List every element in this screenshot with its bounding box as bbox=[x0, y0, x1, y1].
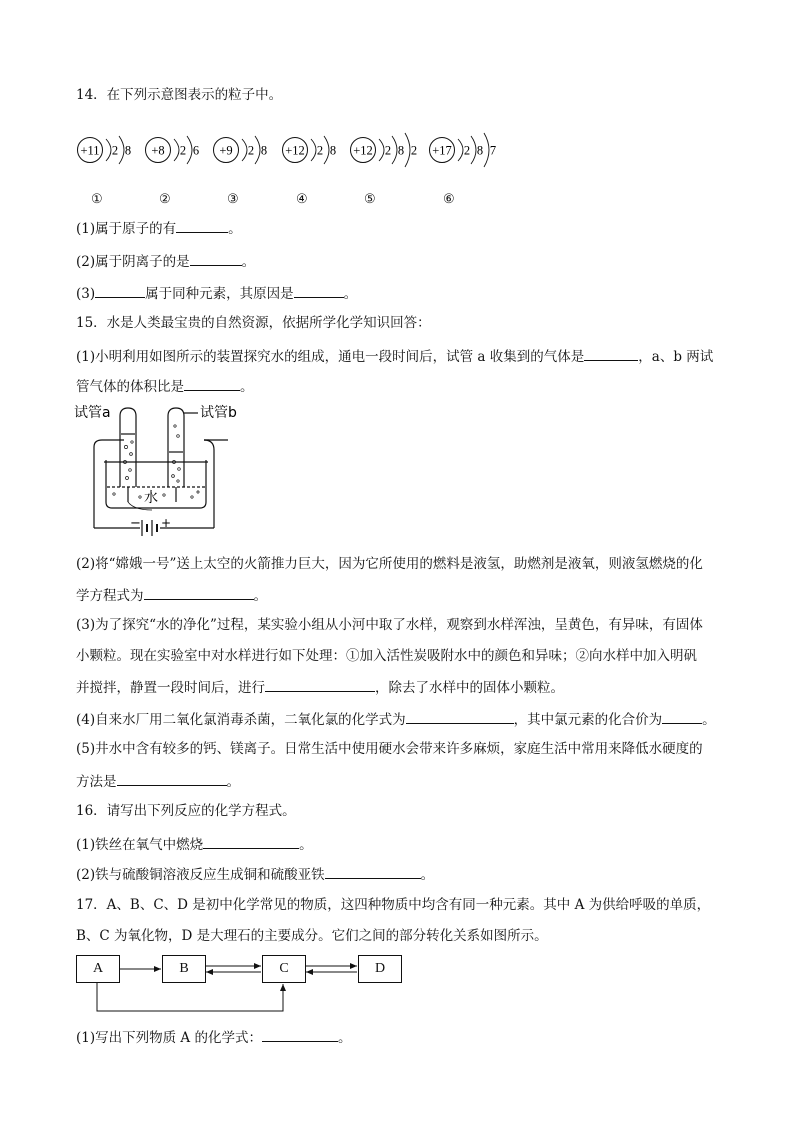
electrolysis-apparatus-figure bbox=[74, 402, 274, 538]
shell-electron-count: 2 bbox=[247, 143, 255, 158]
q14-sub3-text: 属于同种元素，其原因是 bbox=[145, 286, 294, 302]
q14-sub1-end: 。 bbox=[228, 221, 242, 237]
nucleus-charge: +9 bbox=[219, 143, 233, 158]
shell-electron-count: 8 bbox=[397, 143, 405, 158]
shell-electron-count: 2 bbox=[111, 143, 119, 158]
q16-s2 bbox=[76, 864, 434, 884]
shell-electron-count: 2 bbox=[316, 143, 324, 158]
electron-shell-arc bbox=[392, 136, 397, 164]
electron-shell-arc bbox=[174, 139, 179, 161]
particle-number-label: ③ bbox=[227, 192, 239, 207]
particle-number-label: ② bbox=[159, 192, 171, 207]
q15-p2-end: 。 bbox=[253, 588, 267, 604]
shell-electron-count: 2 bbox=[463, 143, 471, 158]
q15-p5-blank[interactable] bbox=[117, 771, 227, 786]
electron-shell-arc bbox=[471, 136, 476, 164]
q17-relation-arrows bbox=[70, 950, 410, 1020]
water-label: 水 bbox=[144, 490, 158, 506]
q15-p4-end: 。 bbox=[702, 712, 716, 728]
q15-p3-line1: (3)为了探究“水的净化”过程，某实验小组从小河中取了水样，观察到水样浑浊，呈黄色，有异味，有固体 bbox=[76, 617, 703, 633]
q15-p4-blank1[interactable] bbox=[406, 709, 514, 724]
shell-electron-count: 2 bbox=[410, 143, 418, 158]
q15-p5-line2 bbox=[76, 771, 240, 791]
q16-s1-blank[interactable] bbox=[203, 834, 299, 849]
q14-sub2-text: (2)属于阴离子的是 bbox=[76, 254, 190, 270]
shell-electron-count: 8 bbox=[260, 143, 268, 158]
q15-p2-text: 学方程式为 bbox=[76, 588, 144, 604]
tube-a-label: 试管a bbox=[74, 405, 111, 421]
q15-p3-line2: 小颗粒。现在实验室中对水样进行如下处理：①加入活性炭吸附水中的颜色和异味；②向水样中加入明矾 bbox=[76, 648, 697, 664]
q15-p3-line3 bbox=[76, 677, 564, 697]
particle-number-label: ① bbox=[91, 192, 103, 207]
q15-p3-blank[interactable] bbox=[265, 677, 375, 692]
shell-electron-count: 8 bbox=[124, 143, 132, 158]
q14-sub3-label: (3) bbox=[76, 286, 96, 302]
q15-p1-text2: ，a、b 两试 bbox=[638, 349, 714, 365]
q15-stem: 15．水是人类最宝贵的自然资源，依据所学化学知识回答： bbox=[76, 315, 431, 331]
q16-s1-text: (1)铁丝在氧气中燃烧 bbox=[76, 837, 204, 853]
q17-s1-end: 。 bbox=[337, 1030, 352, 1046]
electron-shell-arc bbox=[324, 136, 329, 164]
q17-stem-line2: B、C 为氧化物，D 是大理石的主要成分。它们之间的部分转化关系如图所示。 bbox=[76, 928, 548, 944]
q15-p1-blank1[interactable] bbox=[584, 346, 638, 361]
nucleus-charge: +17 bbox=[432, 143, 452, 158]
q14-sub3-end: 。 bbox=[343, 286, 358, 302]
electron-shell-arc bbox=[187, 136, 192, 164]
shell-electron-count: 8 bbox=[329, 143, 337, 158]
q14-sub2-end: 。 bbox=[241, 254, 256, 270]
q16-s2-end: 。 bbox=[420, 867, 435, 883]
q15-p2-line1: (2)将“嫦娥一号”送上太空的火箭推力巨大，因为它所使用的燃料是液氢，助燃剂是液氧，则液氢燃烧的化 bbox=[76, 556, 703, 572]
q14-sub2 bbox=[76, 251, 255, 271]
q16-s2-text: (2)铁与硫酸铜溶液反应生成铜和硫酸亚铁 bbox=[76, 867, 325, 883]
particle-number-label: ⑤ bbox=[364, 192, 376, 207]
nucleus-charge: +11 bbox=[80, 143, 100, 158]
q16-s1-end: 。 bbox=[299, 837, 313, 853]
electron-shell-arc bbox=[458, 139, 463, 161]
q14-sub1-blank[interactable] bbox=[176, 218, 228, 233]
battery-minus-label: − bbox=[130, 516, 141, 531]
q15-p5-line1: (5)井水中含有较多的钙、镁离子。日常生活中使用硬水会带来许多麻烦，家庭生活中常用来降低水硬度的 bbox=[76, 741, 703, 757]
q14-sub1 bbox=[76, 218, 242, 238]
q15-p4 bbox=[76, 709, 716, 729]
electron-shell-arc bbox=[242, 139, 247, 161]
q15-p1-text3: 管气体的体积比是 bbox=[76, 379, 184, 395]
particle-diagram bbox=[349, 130, 427, 174]
electron-shell-arc bbox=[119, 136, 124, 164]
q15-p3-end: ，除去了水样中的固体小颗粒。 bbox=[375, 680, 564, 696]
q17-s1 bbox=[76, 1027, 351, 1047]
q15-p4-text: (4)自来水厂用二氧化氯消毒杀菌，二氧化氯的化学式为 bbox=[76, 712, 406, 728]
q14-sub2-blank[interactable] bbox=[190, 251, 242, 266]
box-c: C bbox=[262, 955, 306, 983]
particle-diagram bbox=[428, 130, 506, 174]
q16-s2-blank[interactable] bbox=[325, 864, 421, 879]
q15-p2-blank[interactable] bbox=[144, 585, 254, 600]
q15-p1-text: (1)小明利用如图所示的装置探究水的组成，通电一段时间后，试管 a 收集到的气体是 bbox=[76, 349, 585, 365]
q15-p4-blank2[interactable] bbox=[662, 709, 702, 724]
shell-electron-count: 8 bbox=[476, 143, 484, 158]
q14-sub3-blank1[interactable] bbox=[95, 283, 145, 298]
box-d: D bbox=[358, 955, 402, 983]
battery-plus-label: + bbox=[161, 516, 172, 530]
q15-p1-blank2[interactable] bbox=[184, 376, 240, 391]
q15-p2-line2 bbox=[76, 585, 267, 605]
particle-diagram bbox=[144, 130, 208, 174]
shell-electron-count: 7 bbox=[489, 143, 497, 158]
electron-shell-arc bbox=[484, 133, 489, 167]
particle-diagram bbox=[281, 130, 345, 174]
shell-electron-count: 6 bbox=[192, 143, 200, 158]
q16-s1 bbox=[76, 834, 313, 854]
shell-electron-count: 2 bbox=[179, 143, 187, 158]
q15-p1-line2 bbox=[76, 376, 254, 396]
particle-number-label: ⑥ bbox=[443, 192, 455, 207]
q15-p4-text2: ，其中氯元素的化合价为 bbox=[513, 712, 663, 728]
shell-electron-count: 2 bbox=[384, 143, 392, 158]
particle-diagram bbox=[212, 130, 276, 174]
electron-shell-arc bbox=[311, 139, 316, 161]
q15-p3-text: 并搅拌，静置一段时间后，进行 bbox=[76, 680, 265, 696]
q15-p5-text: 方法是 bbox=[76, 774, 117, 790]
box-b: B bbox=[162, 955, 206, 983]
electron-shell-arc bbox=[255, 136, 260, 164]
nucleus-charge: +12 bbox=[353, 143, 373, 158]
electron-shell-arc bbox=[106, 139, 111, 161]
nucleus-charge: +8 bbox=[151, 143, 165, 158]
electron-shell-arc bbox=[405, 133, 410, 167]
q17-s1-text: (1)写出下列物质 A 的化学式： bbox=[76, 1030, 262, 1046]
q17-s1-blank[interactable] bbox=[262, 1027, 338, 1042]
particle-number-label: ④ bbox=[296, 192, 308, 207]
q15-p1-line1 bbox=[76, 346, 713, 366]
q14-sub3 bbox=[76, 283, 357, 303]
box-a: A bbox=[76, 955, 120, 983]
nucleus-charge: +12 bbox=[285, 143, 305, 158]
q14-sub1-text: (1)属于原子的有 bbox=[76, 221, 177, 237]
tube-b-label: 试管b bbox=[200, 405, 237, 421]
q17-stem-line1: 17．A、B、C、D 是初中化学常见的物质，这四种物质中均含有同一种元素。其中 A 为供给呼吸的单质， bbox=[76, 897, 711, 913]
q15-p5-end: 。 bbox=[226, 774, 240, 790]
q14-sub3-blank2[interactable] bbox=[294, 283, 344, 298]
particle-diagram bbox=[76, 130, 140, 174]
q15-p1-end: 。 bbox=[240, 379, 254, 395]
q14-stem: 14．在下列示意图表示的粒子中。 bbox=[76, 87, 283, 103]
q16-stem: 16．请写出下列反应的化学方程式。 bbox=[76, 803, 296, 819]
electron-shell-arc bbox=[379, 139, 384, 161]
